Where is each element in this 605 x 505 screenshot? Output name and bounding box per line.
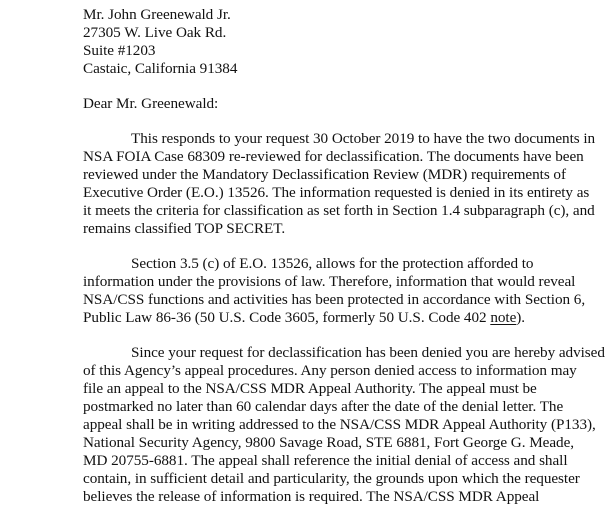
paragraph2-line: information under the provisions of law. Therefore, information that would reveal <box>83 273 576 290</box>
paragraph2-line: Section 3.5 (c) of E.O. 13526, allows for the protection afforded to <box>131 255 534 272</box>
paragraph1-line: Executive Order (E.O.) 13526. The information requested is denied in its entirety as <box>83 184 590 201</box>
address-line-street: 27305 W. Live Oak Rd. <box>83 24 227 41</box>
paragraph2-last-line <box>83 309 525 326</box>
paragraph3-line: appeal shall be in writing addressed to the NSA/CSS MDR Appeal Authority (P133), <box>83 416 596 433</box>
paragraph1-line: it meets the criteria for classification as set forth in Section 1.4 subparagraph (c), and <box>83 202 595 219</box>
paragraph3-line: believes the release of information is required. The NSA/CSS MDR Appeal <box>83 488 540 505</box>
paragraph3-line: National Security Agency, 9800 Savage Road, STE 6881, Fort George G. Meade, <box>83 434 575 451</box>
address-line-city: Castaic, California 91384 <box>83 60 238 77</box>
address-line-suite: Suite #1203 <box>83 42 156 59</box>
paragraph3-line: of this Agency’s appeal procedures. Any person denied access to information may <box>83 362 577 379</box>
paragraph2-line: Public Law 86-36 (50 U.S. Code 3605, formerly 50 U.S. Code 402 <box>83 309 491 326</box>
paragraph3-line: Since your request for declassification has been denied you are hereby advised <box>131 344 605 361</box>
paragraph1-line: NSA FOIA Case 68309 re-reviewed for declassification. The documents have been <box>83 148 584 165</box>
paragraph3-line: MD 20755-6881. The appeal shall reference the initial denial of access and shall <box>83 452 568 469</box>
paragraph2-end: ). <box>516 309 526 326</box>
paragraph3-line: file an appeal to the NSA/CSS MDR Appeal Authority. The appeal must be <box>83 380 537 397</box>
paragraph2-line: NSA/CSS functions and activities has been protected in accordance with Section 6, <box>83 291 586 308</box>
paragraph1-line: reviewed under the Mandatory Declassification Review (MDR) requirements of <box>83 166 566 183</box>
paragraph3-line: postmarked no later than 60 calendar days after the date of the denial letter. The <box>83 398 564 415</box>
paragraph1-line: remains classified TOP SECRET. <box>83 220 286 237</box>
salutation: Dear Mr. Greenewald: <box>83 95 219 112</box>
paragraph3-line: contain, in sufficient detail and particularity, the grounds upon which the requester <box>83 470 580 487</box>
note-link[interactable]: note <box>490 309 517 326</box>
paragraph1-line: This responds to your request 30 October 2019 to have the two documents in <box>131 130 596 147</box>
address-line-name: Mr. John Greenewald Jr. <box>83 6 231 23</box>
